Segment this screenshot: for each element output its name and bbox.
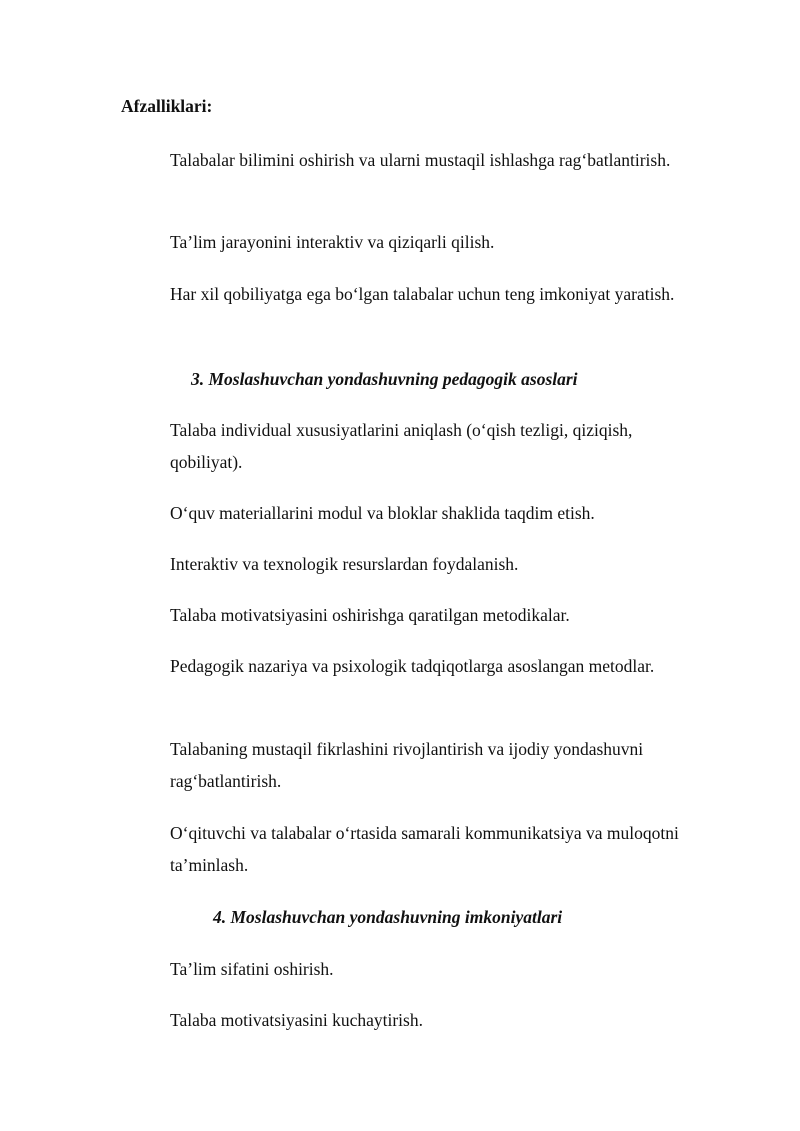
section-3-item-4: Talaba motivatsiyasini oshirishga qaratilgan metodikalar.: [170, 605, 570, 625]
section-3-item-3: Interaktiv va texnologik resurslardan foydalanish.: [170, 554, 519, 574]
section-3-item-6: Talabaning mustaqil fikrlashini rivojlantirish va ijodiy yondashuvni rag‘batlantirish.: [170, 739, 644, 791]
section-4-item-1: Ta’lim sifatini oshirish.: [170, 959, 334, 979]
section-3-item-2: O‘quv materiallarini modul va bloklar shaklida taqdim etish.: [170, 503, 595, 523]
section-3-item-1: Talaba individual xususiyatlarini aniqlash (o‘qish tezligi, qiziqish, qobiliyat).: [170, 420, 633, 472]
advantage-item-3: Har xil qobiliyatga ega bo‘lgan talabalar uchun teng imkoniyat yaratish.: [170, 284, 675, 304]
section-3-title: 3. Moslashuvchan yondashuvning pedagogik asoslari: [191, 369, 578, 389]
section-3-item-5: Pedagogik nazariya va psixologik tadqiqotlarga asoslangan metodlar.: [170, 656, 655, 676]
advantage-item-1: Talabalar bilimini oshirish va ularni mustaqil ishlashga rag‘batlantirish.: [170, 150, 671, 170]
advantage-item-2: Ta’lim jarayonini interaktiv va qiziqarli qilish.: [170, 232, 495, 252]
section-4-title: 4. Moslashuvchan yondashuvning imkoniyatlari: [213, 907, 563, 927]
section-4-item-2: Talaba motivatsiyasini kuchaytirish.: [170, 1010, 423, 1030]
section-3-item-7: O‘qituvchi va talabalar o‘rtasida samarali kommunikatsiya va muloqotni ta’minlash.: [170, 823, 679, 875]
advantages-heading: Afzalliklari:: [121, 96, 213, 116]
